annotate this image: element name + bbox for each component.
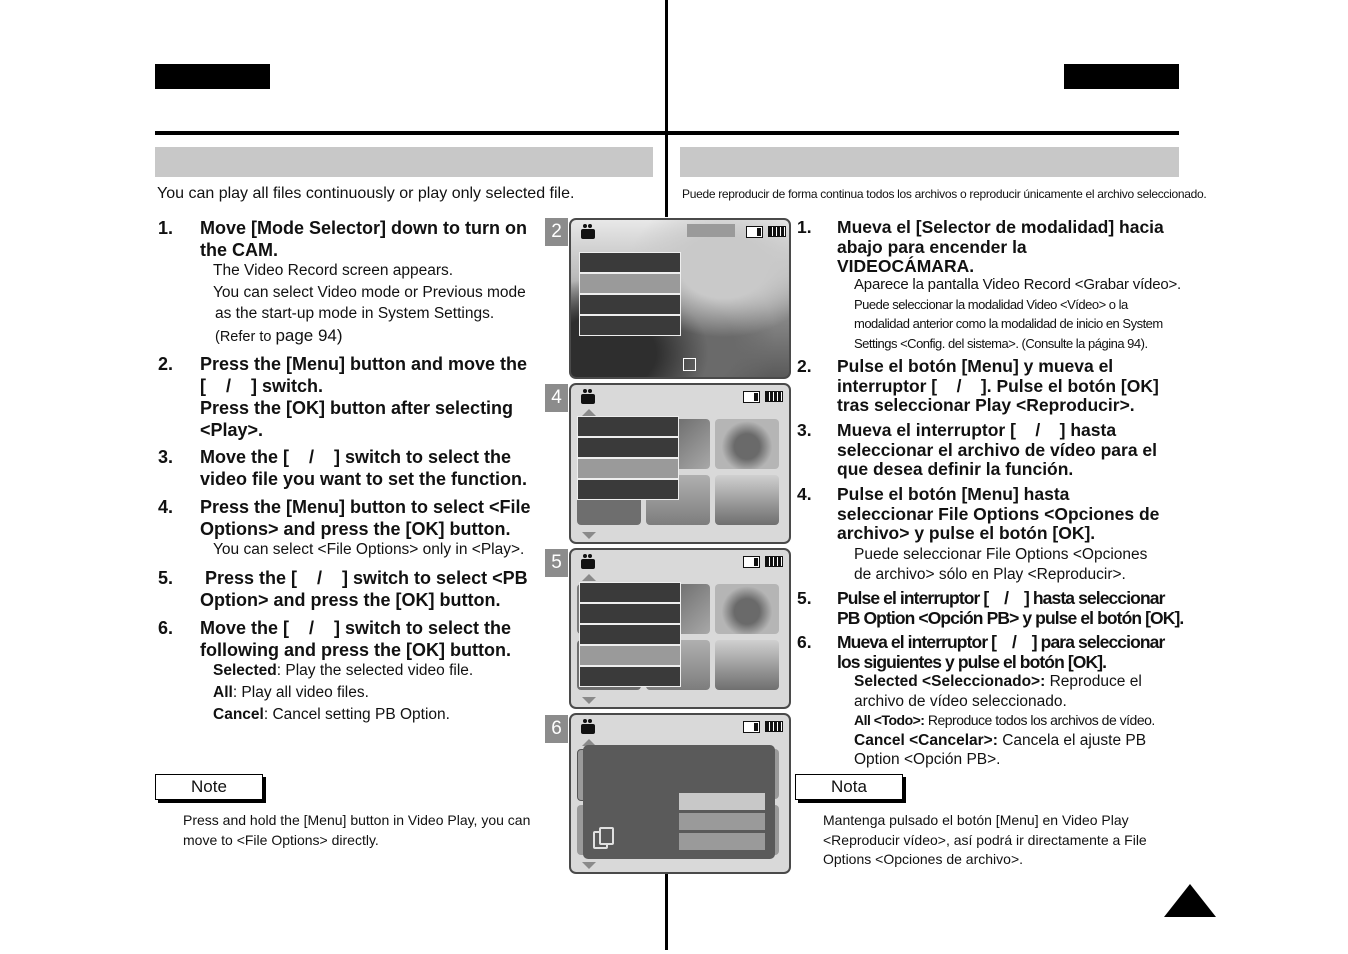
record-indicator	[683, 358, 696, 371]
note-line: Press and hold the [Menu] button in Video Play, you can	[183, 812, 531, 828]
pb-option-dialog	[583, 745, 775, 859]
option-selected-es-cont: archivo de vídeo seleccionado.	[854, 692, 1067, 710]
step-line: Option> and press the [OK] button.	[200, 590, 501, 610]
step-line: los siguientes y pulse el botón [OK].	[837, 651, 1107, 672]
scroll-down-icon[interactable]	[582, 532, 596, 539]
video-camera-icon	[581, 229, 595, 239]
step-1-note-1: The Video Record screen appears.	[213, 262, 454, 279]
screen-5-pb-option	[569, 548, 791, 709]
step-1-note-3: as the start-up mode in System Settings.	[215, 305, 495, 322]
section-title-bar-left	[155, 147, 653, 177]
screen-6-selection	[569, 713, 791, 874]
step-6-en	[158, 617, 548, 661]
step-line: Mueva el interruptor [ / ] para seleccionar	[837, 632, 1165, 652]
step-number: 4.	[158, 497, 174, 517]
menu-row	[577, 416, 679, 437]
step-line: VIDEOCÁMARA.	[837, 256, 975, 276]
header-tab-right	[1064, 64, 1179, 89]
step-4-notes-es	[854, 545, 1147, 584]
step-line: Press the [ / ] switch to select <PB	[200, 568, 528, 588]
step-line: Move the [ / ] switch to select the	[200, 618, 512, 638]
video-thumbnail[interactable]	[715, 419, 779, 469]
menu-row	[579, 294, 681, 315]
step-line: Press the [OK] button after selecting	[200, 398, 514, 418]
step-1-note-4	[215, 325, 343, 349]
step-line: [ / ] switch.	[200, 376, 324, 396]
menu-row	[579, 645, 681, 666]
note-text-en	[183, 811, 530, 850]
step-line: seleccionar File Options <Opciones de	[837, 503, 1160, 524]
memory-card-icon	[743, 556, 760, 568]
step-number: 5.	[797, 588, 812, 608]
step-line: following and press the [OK] button.	[200, 640, 511, 660]
step-line: video file you want to set the function.	[200, 469, 528, 489]
step-line: Press the [Menu] button and move the	[200, 354, 528, 374]
step-2-es	[797, 357, 1187, 417]
step-line: Move the [ / ] switch to select the	[200, 447, 512, 467]
option-desc: : Play the selected video file.	[276, 662, 474, 679]
page-reference: page 94)	[275, 326, 343, 345]
memory-card-icon	[743, 391, 760, 403]
note-line: Options <Opciones de archivo>.	[823, 851, 1024, 867]
step-5-en	[158, 567, 548, 611]
option-desc: Reproduce todos los archivos de vídeo.	[924, 712, 1155, 728]
step-number: 5.	[158, 568, 174, 588]
step-line: <Play>.	[200, 420, 264, 440]
step-text	[200, 446, 527, 490]
note-line: Aparece la pantalla Video Record <Grabar vídeo>.	[854, 276, 1182, 293]
intro-text-es: Puede reproducir de forma continua todos los archivos o reproducir únicamente el archivo seleccionado.	[682, 187, 1207, 201]
option-all	[213, 682, 369, 704]
menu-row	[577, 479, 679, 500]
note-line: Puede seleccionar la modalidad Video <Vídeo> o la	[854, 296, 1128, 312]
step-line: Pulse el interruptor [ / ] hasta seleccionar	[837, 588, 1165, 608]
step-text	[200, 567, 528, 611]
video-thumbnail[interactable]	[715, 584, 779, 634]
scroll-up-icon[interactable]	[582, 409, 596, 416]
step-number: 6.	[158, 618, 174, 638]
step-line: Options> and press the [OK] button.	[200, 519, 511, 539]
scroll-down-icon[interactable]	[582, 862, 596, 869]
step-text	[837, 357, 1159, 416]
step-line: seleccionar el archivo de vídeo para el	[837, 439, 1158, 460]
file-copy-icon-front	[599, 827, 614, 845]
file-copy-icon	[593, 827, 613, 849]
menu-row	[579, 315, 681, 336]
note-line: Puede seleccionar File Options <Opciones	[854, 546, 1148, 563]
option-selected-es	[854, 672, 1155, 692]
note-line: <Reproducir vídeo>, así podrá ir directamente a File	[823, 831, 1147, 848]
option-selected	[213, 660, 473, 682]
step-line: tras seleccionar Play <Reproducir>.	[837, 395, 1135, 415]
section-title-bar-right	[680, 147, 1179, 177]
step-number: 2.	[797, 356, 812, 376]
screen-2-badge: 2	[545, 218, 568, 246]
option-row-selected[interactable]	[679, 793, 765, 810]
option-cancel	[213, 704, 450, 726]
screen-4-file-options	[569, 383, 791, 544]
scroll-up-icon[interactable]	[582, 574, 596, 581]
step-number: 4.	[797, 484, 812, 504]
step-text	[200, 353, 527, 441]
step-4-en	[158, 496, 548, 540]
mode-label-bar	[687, 224, 735, 237]
step-number: 6.	[797, 632, 812, 652]
step-line: the CAM.	[200, 240, 278, 260]
video-camera-icon	[581, 559, 595, 569]
note-line: move to <File Options> directly.	[183, 831, 379, 848]
step-number: 1.	[158, 218, 174, 238]
step-1-note-2: You can select Video mode or Previous mode	[213, 284, 526, 301]
note-line: de archivo> sólo en Play <Reproducir>.	[854, 565, 1126, 583]
step-text	[200, 496, 531, 540]
step-line: Mueva el interruptor [ / ] hasta	[837, 420, 1117, 440]
step-number: 3.	[158, 447, 174, 467]
battery-icon	[765, 556, 783, 567]
step-line: Mueva el [Selector de modalidad] hacia	[837, 217, 1164, 237]
option-term: Selected	[213, 662, 277, 679]
next-page-icon[interactable]	[1164, 884, 1216, 917]
note-label-es: Nota	[795, 774, 903, 800]
step-line: Pulse el botón [Menu] y mueva el	[837, 356, 1114, 376]
step-line: Pulse el botón [Menu] hasta	[837, 484, 1070, 504]
battery-icon	[765, 391, 783, 402]
step-2-en	[158, 353, 548, 441]
option-term: Selected <Seleccionado>:	[854, 673, 1046, 690]
note-text-es	[823, 811, 1147, 870]
option-desc: : Cancel setting PB Option.	[263, 706, 450, 723]
step-text	[837, 485, 1159, 544]
battery-icon	[768, 226, 786, 237]
option-term: Cancel <Cancelar>:	[854, 731, 998, 749]
step-line: abajo para encender la	[837, 236, 1027, 257]
center-divider-bottom	[665, 872, 668, 950]
battery-icon	[765, 721, 783, 732]
screen-5-badge: 5	[545, 549, 568, 577]
option-desc: Reproduce el	[1045, 673, 1142, 690]
note-line: Settings <Config. del sistema>. (Consulte la página 94).	[854, 335, 1148, 351]
menu-row	[579, 624, 681, 645]
option-term: All	[213, 684, 233, 701]
intro-text-en: You can play all files continuously or play only selected file.	[157, 185, 575, 202]
memory-card-icon	[743, 721, 760, 733]
step-3-es	[797, 421, 1187, 481]
step-line: que desea definir la función.	[837, 459, 1074, 479]
video-camera-icon	[581, 724, 595, 734]
step-4-es	[797, 485, 1187, 545]
menu-row	[577, 458, 679, 479]
step-text	[200, 617, 511, 661]
menu-row	[579, 666, 681, 687]
step-line: interruptor [ / ]. Pulse el botón [OK]	[837, 375, 1159, 396]
step-text	[837, 589, 1183, 628]
step-number: 1.	[797, 217, 812, 237]
step-text	[837, 633, 1164, 672]
memory-card-icon	[746, 226, 763, 238]
menu-row	[577, 437, 679, 458]
option-desc: Cancela el ajuste PB	[997, 731, 1147, 749]
screen-2-video-record	[569, 218, 791, 379]
step-line: archivo> y pulse el botón [OK].	[837, 523, 1096, 543]
option-row-cancel[interactable]	[679, 833, 765, 850]
option-cancel-es	[854, 731, 1155, 751]
header-tab-left	[155, 64, 270, 89]
step-line: Move [Mode Selector] down to turn on	[200, 218, 527, 238]
step-1-en	[158, 217, 548, 261]
note-label-en: Note	[155, 774, 263, 800]
screen-6-badge: 6	[545, 715, 568, 743]
step-5-es	[797, 589, 1187, 629]
step-4-note: You can select <File Options> only in <Play>.	[213, 541, 525, 558]
option-term: All <Todo>:	[854, 712, 925, 728]
screen-4-badge: 4	[545, 384, 568, 412]
video-thumbnail[interactable]	[715, 640, 779, 690]
step-text	[837, 421, 1157, 480]
menu-row	[579, 273, 681, 294]
step-line: Press the [Menu] button to select <File	[200, 497, 531, 517]
step-3-en	[158, 446, 548, 490]
refer-text: (Refer to	[215, 329, 276, 345]
center-divider-top	[665, 0, 668, 217]
step-line: PB Option <Opción PB> y pulse el botón [OK].	[837, 607, 1184, 628]
note-line: modalidad anterior como la modalidad de inicio en System	[854, 316, 1163, 331]
step-1-es	[797, 218, 1187, 278]
menu-row	[579, 582, 681, 603]
option-all-es	[854, 711, 1155, 731]
note-line: Mantenga pulsado el botón [Menu] en Video Play	[823, 812, 1129, 828]
menu-row	[579, 252, 681, 273]
video-camera-icon	[581, 394, 595, 404]
step-1-notes-es	[854, 275, 1181, 353]
option-term: Cancel	[213, 706, 264, 723]
step-text	[200, 217, 527, 261]
scroll-down-icon[interactable]	[582, 697, 596, 704]
option-cancel-es-cont: Option <Opción PB>.	[854, 751, 1001, 768]
step-text	[837, 218, 1164, 277]
step-6-options-es	[854, 672, 1155, 770]
video-thumbnail[interactable]	[715, 475, 779, 525]
option-desc: : Play all video files.	[232, 684, 369, 701]
option-row-all[interactable]	[679, 813, 765, 830]
menu-row	[579, 603, 681, 624]
step-6-es	[797, 633, 1187, 673]
step-number: 2.	[158, 354, 174, 374]
step-number: 3.	[797, 420, 812, 440]
